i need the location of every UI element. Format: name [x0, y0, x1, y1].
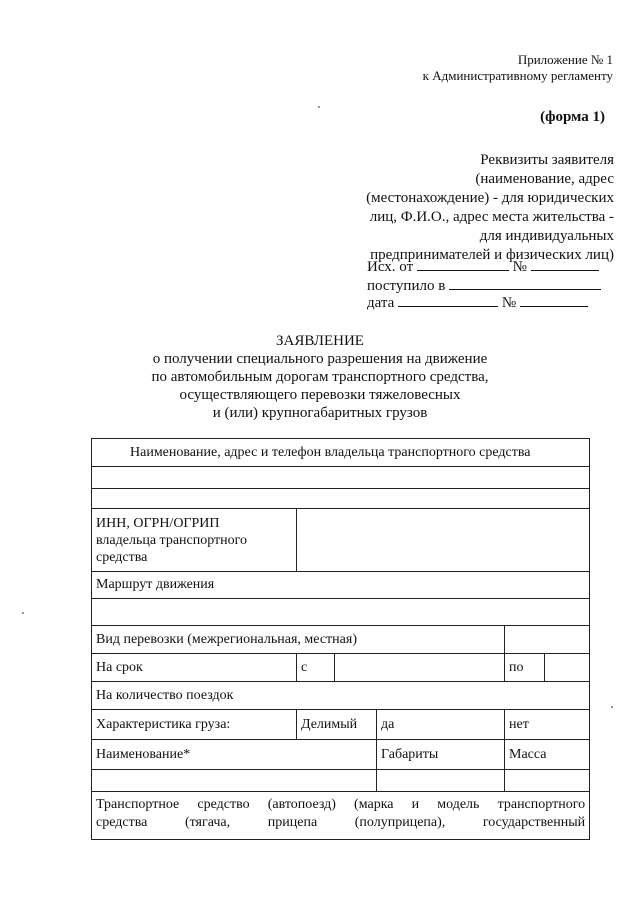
- cargo-label-cell: Характеристика груза:: [92, 710, 297, 740]
- requisites-block: [314, 151, 614, 265]
- mass-field[interactable]: [505, 770, 590, 792]
- form-label: (форма 1): [540, 109, 605, 125]
- appendix-line-1: Приложение № 1: [517, 52, 613, 67]
- requisites-line: (наименование, адрес: [475, 171, 614, 187]
- owner-field[interactable]: [92, 489, 590, 509]
- term-from-label-cell: с: [297, 654, 335, 682]
- vehicle-label-cell: [92, 792, 590, 840]
- inn-label-line: владельца транспортного: [96, 532, 248, 548]
- inn-label-line: средства: [96, 549, 148, 565]
- title-line: по автомобильным дорогам транспортного средства,: [151, 369, 489, 385]
- inn-label-cell: [92, 509, 297, 572]
- number-sign: №: [512, 259, 527, 275]
- scan-speck: [318, 106, 320, 108]
- received-field[interactable]: [449, 276, 601, 290]
- inn-value-field[interactable]: [297, 509, 590, 572]
- transport-type-label-cell: Вид перевозки (межрегиональная, местная): [92, 626, 505, 654]
- cargo-name-label-cell: Наименование*: [92, 740, 377, 770]
- term-label-cell: На срок: [92, 654, 297, 682]
- owner-field[interactable]: [92, 467, 590, 489]
- vehicle-label-line: Транспортное средство (автопоезд) (марка и модель транспортного: [96, 797, 586, 812]
- title-line: и (или) крупногабаритных грузов: [212, 405, 428, 421]
- route-field[interactable]: [92, 599, 590, 626]
- requisites-line: предпринимателей и физических лиц): [370, 247, 614, 263]
- number-sign: №: [501, 295, 517, 311]
- mass-label-cell: Масса: [505, 740, 590, 770]
- term-to-field[interactable]: [545, 654, 590, 682]
- divisible-yes-cell[interactable]: да: [377, 710, 505, 740]
- outgoing-number-field[interactable]: [531, 257, 599, 271]
- outgoing-date-field[interactable]: [417, 257, 509, 271]
- term-to-label-cell: по: [505, 654, 545, 682]
- scan-speck: [22, 612, 24, 614]
- requisites-line: (местонахождение) - для юридических: [366, 190, 614, 206]
- owner-header-cell: Наименование, адрес и телефон владельца транспортного средства: [92, 439, 590, 467]
- term-from-field[interactable]: [335, 654, 505, 682]
- date-number-field[interactable]: [520, 293, 588, 307]
- outgoing-label: Исх. от: [367, 259, 414, 275]
- outgoing-row: [367, 257, 599, 277]
- requisites-line: лиц, Ф.И.О., адрес места жительства -: [369, 209, 614, 225]
- inn-label-line: ИНН, ОГРН/ОГРИП: [96, 515, 220, 531]
- dimensions-label-cell: Габариты: [377, 740, 505, 770]
- requisites-line: для индивидуальных: [479, 228, 614, 244]
- trips-label-cell: На количество поездок: [92, 682, 590, 710]
- date-field[interactable]: [398, 293, 498, 307]
- title-line: осуществляющего перевозки тяжеловесных: [179, 387, 461, 403]
- appendix-line-2: к Административному регламенту: [422, 68, 613, 83]
- vehicle-label-line: средства (тягача, прицепа (полуприцепа), государственный: [96, 815, 586, 830]
- requisites-line: Реквизиты заявителя: [480, 152, 614, 168]
- route-label-cell: Маршрут движения: [92, 572, 590, 599]
- date-label: дата: [367, 295, 395, 311]
- dimensions-field[interactable]: [377, 770, 505, 792]
- divisible-no-cell[interactable]: нет: [505, 710, 590, 740]
- divisible-label-cell: Делимый: [297, 710, 377, 740]
- title-heading: ЗАЯВЛЕНИЕ: [276, 333, 364, 349]
- scan-speck: [611, 706, 613, 708]
- cargo-name-field[interactable]: [92, 770, 377, 792]
- transport-type-field[interactable]: [505, 626, 590, 654]
- application-form-table: [91, 438, 590, 840]
- date-row: [367, 293, 588, 313]
- title-line: о получении специального разрешения на движение: [152, 351, 488, 367]
- document-title: [60, 332, 580, 422]
- received-label: поступило в: [367, 278, 446, 294]
